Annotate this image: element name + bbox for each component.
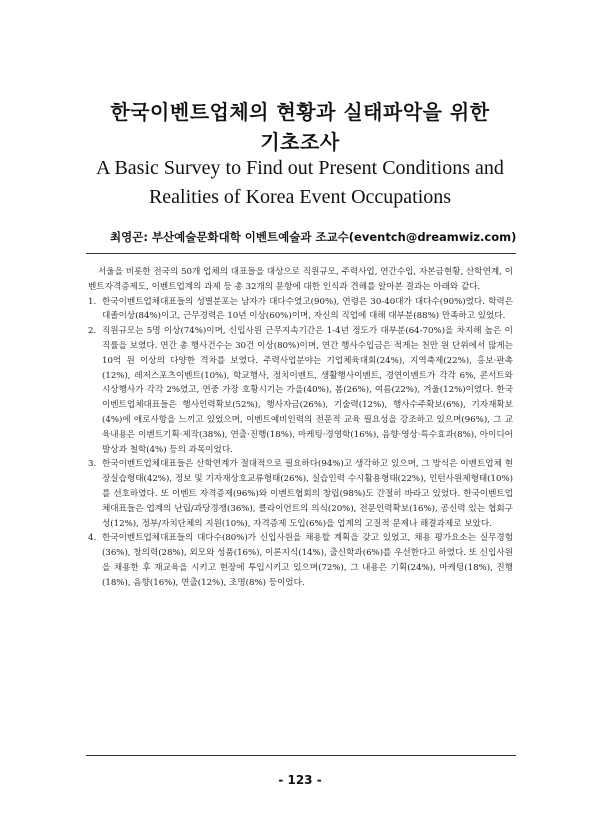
abstract-body	[88, 265, 513, 591]
title-korean-line2: 기초조사	[260, 130, 340, 154]
finding-text: 직원규모는 5명 이상(74%)이며, 신입사원 근무지속기간은 1-4년 정도가 대부분(64-70%)을 차지해 높은 이직률을 보였다. 연간 총 행사건수는 30건 이상(80%)이며, 연간 행사수입금은 적게는 천만 원 단위에서 많게는 10억 원 이상의 다양한 격차를 보였다. 주력사업분야는 기업체육대회(24%), 지역축제(22%), 홍보·판촉(12%), 레저스포츠이벤트(10%), 학교행사, 정치이벤트, 생활행사이벤트, 경연이벤트가 각각 6%, 콘서트와 시상행사가 각각 2%였고, 연중 가장 호황시기는 가을(40%), 봄(26%), 여름(22%), 겨울(12%)이였다. 한국이벤트업체대표들은 행사인력확보(52%), 행사자금(26%), 기술력(12%), 행사수주확보(6%), 기자재확보(4%)에 애로사항을 느끼고 있었으며, 이벤트예비인력의 전문적 교육 필요성을 강조하고 있으며(96%), 그 교육내용은 이벤트기획·제작(38%), 연출·진행(18%), 마케팅·경영학(16%), 음향·영상·특수효과(8%), 아이디어발상과 철학(4%) 등의 과목이었다.	[102, 326, 513, 455]
finding-item	[88, 295, 513, 325]
finding-text: 한국이벤트업체대표들의 대다수(80%)가 신입사원을 채용할 계획을 갖고 있었고, 채용 평가요소는 실무경험(36%), 창의력(28%), 외모와 성품(16%), 이론지식(14%), 출신학과(6%)를 우선한다고 하였다. 또 신입사원을 채용한 후 재교육을 시키고 현장에 투입시키고 있으며(72%), 그 내용은 기획(24%), 마케팅(18%), 진행(18%), 음향(16%), 연출(12%), 조명(8%) 등이었다.	[102, 533, 513, 588]
finding-text: 한국이벤트업체대표들은 산학연계가 절대적으로 필요하다(94%)고 생각하고 있으며, 그 방식은 이벤트업체 현장실습형태(42%), 정보 및 기자재상호교류형태(26%), 실습인력 수시활용형태(22%), 인턴사원제형태(10%)를 선호하였다. 또 이벤트 자격증제(96%)와 이벤트협회의 창립(98%)도 간절히 바라고 있었다. 한국이벤트업체대표들은 업계의 난립/과당경쟁(36%), 클라이언트의 의식(20%), 전문인력확보(16%), 공신력 있는 협회구성(12%), 정부/자치단체의 지원(10%), 자격증제 도입(6%)을 업계의 고질적 문제나 해결과제로 보았다.	[102, 459, 513, 529]
finding-number: 4.	[88, 533, 97, 544]
finding-item	[88, 531, 513, 590]
finding-item	[88, 324, 513, 457]
page-number: - 123 -	[278, 773, 322, 787]
finding-text: 한국이벤트업체대표들의 성별분포는 남자가 대다수였고(90%), 연령은 30-40대가 대다수(90%)였다. 학력은 대졸이상(84%)이고, 근무경력은 10년 이상(60%)이며, 자신의 직업에 대해 대부분(88%) 만족하고 있었다.	[102, 296, 513, 322]
abstract-intro: 서울을 비롯한 전국의 50개 업체의 대표들을 대상으로 직원규모, 주력사업, 연간수입, 자본금현황, 산학연계, 이벤트자격증제도, 이벤트업계의 과제 등 총 32개의 문항에 대한 인식과 견해를 알아본 결과는 아래와 같다.	[88, 267, 513, 292]
title-korean-line1: 한국이벤트업체의 현황과 실태파악을 위한	[110, 100, 490, 124]
finding-number: 3.	[88, 459, 97, 470]
bottom-divider	[86, 755, 516, 756]
top-divider	[86, 253, 516, 254]
finding-number: 2.	[88, 326, 97, 337]
title-english-line1: A Basic Survey to Find out Present Conditions and	[96, 157, 504, 179]
title-english-line2: Realities of Korea Event Occupations	[148, 186, 452, 208]
finding-item	[88, 457, 513, 531]
finding-number: 1.	[88, 296, 97, 307]
author-affiliation: 최영곤: 부산예술문화대학 이벤트예술과 조교수(eventch@dreamwiz.com)	[110, 230, 517, 244]
